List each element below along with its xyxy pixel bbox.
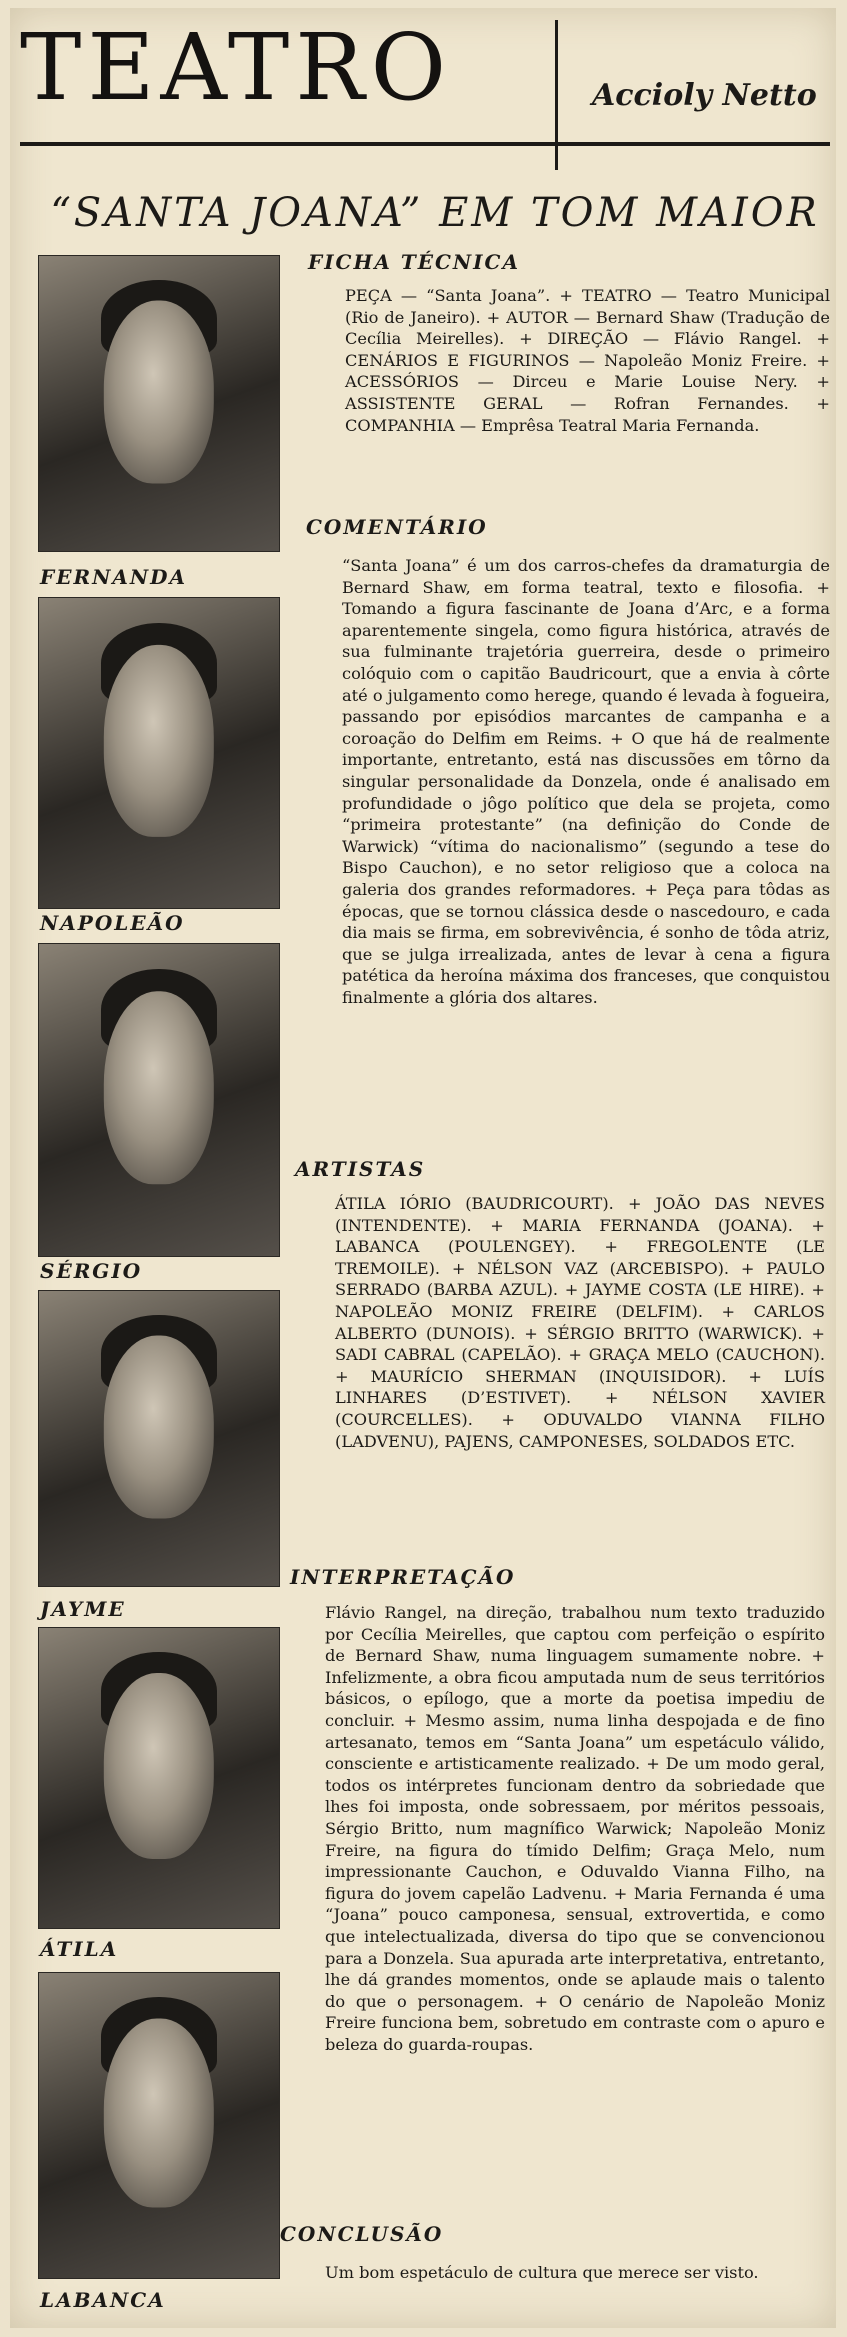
- caption-jayme: JAYME: [40, 1597, 126, 1621]
- heading-comentario: COMENTÁRIO: [306, 515, 488, 539]
- caption-sergio: SÉRGIO: [40, 1259, 143, 1283]
- caption-atila: ÁTILA: [40, 1937, 119, 1961]
- photo-labanca: [38, 1972, 280, 2279]
- text-ficha-tecnica: PEÇA — “Santa Joana”. + TEATRO — Teatro Municipal (Rio de Janeiro). + AUTOR — Bernard Shaw (Tradução de Cecília Meirelles). + DIREÇÃO — Flávio Rangel. + CENÁRIOS E FIGURINOS — Napoleão Moniz Freire. + ACESSÓRIOS — Dirceu e Marie Louise Nery. + ASSISTENTE GERAL — Rofran Fernandes. + COMPANHIA — Emprêsa Teatral Maria Fernanda.: [345, 286, 830, 435]
- portrait-image: [104, 1673, 214, 1859]
- photo-sergio: [38, 943, 280, 1257]
- text-conclusao: Um bom espetáculo de cultura que merece ser visto.: [325, 2263, 759, 2282]
- caption-napoleao: NAPOLEÃO: [40, 911, 185, 935]
- section-title: TEATRO: [20, 14, 452, 121]
- portrait-image: [104, 1335, 214, 1518]
- portrait-image: [104, 300, 214, 483]
- heading-artistas: ARTISTAS: [295, 1157, 426, 1181]
- portrait-image: [104, 991, 214, 1184]
- text-interpretacao: Flávio Rangel, na direção, trabalhou num texto traduzido por Cecília Meirelles, que captou com perfeição o espírito de Bernard Shaw, numa linguagem sumamente nobre. + Infelizmente, a obra ficou amputada num de seus territórios básicos, o epílogo, que a morte da poetisa impediu de concluir. + Mesmo assim, numa linha despojada e de fino artesanato, temos em “Santa Joana” um espetáculo válido, consciente e artisticamente realizado. + De um modo geral, todos os intérpretes funcionam dentro da sobriedade que lhes foi imposta, onde sobressaem, por méritos pessoais, Sérgio Britto, num magnífico Warwick; Napoleão Moniz Freire, na figura do tímido Delfim; Graça Melo, num impressionante Cauchon, e Oduvaldo Vianna Filho, na figura do jovem capelão Ladvenu. + Maria Fernanda é uma “Joana” pouco camponesa, sensual, extrovertida, e como que intelectualizada, diversa do tipo que se convencionou para a Donzela. Sua apurada arte interpretativa, entretanto, lhe dá grandes momentos, onde se aplaude mais o talento do que o personagem. + O cenário de Napoleão Moniz Freire funciona bem, sobretudo em contraste com o apuro e beleza do guarda-roupas.: [325, 1603, 825, 2054]
- caption-labanca: LABANCA: [40, 2288, 166, 2312]
- photo-jayme: [38, 1290, 280, 1587]
- masthead-horizontal-rule: [20, 142, 830, 146]
- article-headline: “SANTA JOANA” EM TOM MAIOR: [50, 190, 820, 236]
- heading-conclusao: CONCLUSÃO: [280, 2222, 444, 2246]
- photo-atila: [38, 1627, 280, 1929]
- text-comentario: “Santa Joana” é um dos carros-chefes da dramaturgia de Bernard Shaw, em forma teatral, texto e filosofia. + Tomando a figura fascinante de Joana d’Arc, e a forma aparentemente singela, como figura histórica, através de sua fulminante trajetória guerreira, desde o primeiro colóquio com o capitão Baudricourt, que a envia à côrte até o julgamento como herege, quando é levada à fogueira, passando por episódios marcantes de campanha e a coroação do Delfim em Reims. + O que há de realmente importante, entretanto, está nas discussões em tôrno da singular personalidade da Donzela, onde é analisado em profundidade o jôgo político que dela se projeta, como “primeira protestante” (na definição do Conde de Warwick) “vítima do nacionalismo” (segundo a tese do Bispo Cauchon), e no setor religioso que a coloca na galeria dos grandes reformadores. + Peça para tôdas as épocas, que se tornou clássica desde o nascedouro, e cada dia mais se firma, em sobrevivência, é sonho de tôda atriz, que se julga irrealizada, antes de levar à cena a figura patética da heroína máxima dos franceses, que conquistou finalmente a glória dos altares.: [342, 556, 830, 1007]
- heading-ficha-tecnica: FICHA TÉCNICA: [308, 250, 520, 274]
- photo-fernanda: [38, 255, 280, 552]
- heading-interpretacao: INTERPRETAÇÃO: [290, 1565, 516, 1589]
- caption-fernanda: FERNANDA: [40, 565, 188, 589]
- masthead-vertical-rule: [555, 20, 558, 170]
- photo-napoleao: [38, 597, 280, 909]
- byline: Accioly Netto: [592, 78, 817, 113]
- portrait-image: [104, 645, 214, 837]
- portrait-image: [104, 2019, 214, 2208]
- masthead: [20, 14, 830, 130]
- text-artistas: ÁTILA IÓRIO (BAUDRICOURT). + JOÃO DAS NEVES (INTENDENTE). + MARIA FERNANDA (JOANA). + LABANCA (POULENGEY). + FREGOLENTE (LE TREMOILE). + NÉLSON VAZ (ARCEBISPO). + PAULO SERRADO (BARBA AZUL). + JAYME COSTA (LE HIRE). + NAPOLEÃO MONIZ FREIRE (DELFIM). + CARLOS ALBERTO (DUNOIS). + SÉRGIO BRITTO (WARWICK). + SADI CABRAL (CAPELÃO). + GRAÇA MELO (CAUCHON). + MAURÍCIO SHERMAN (INQUISIDOR). + LUÍS LINHARES (D’ESTIVET). + NÉLSON XAVIER (COURCELLES). + ODUVALDO VIANNA FILHO (LADVENU), PAJENS, CAMPONESES, SOLDADOS ETC.: [335, 1194, 825, 1451]
